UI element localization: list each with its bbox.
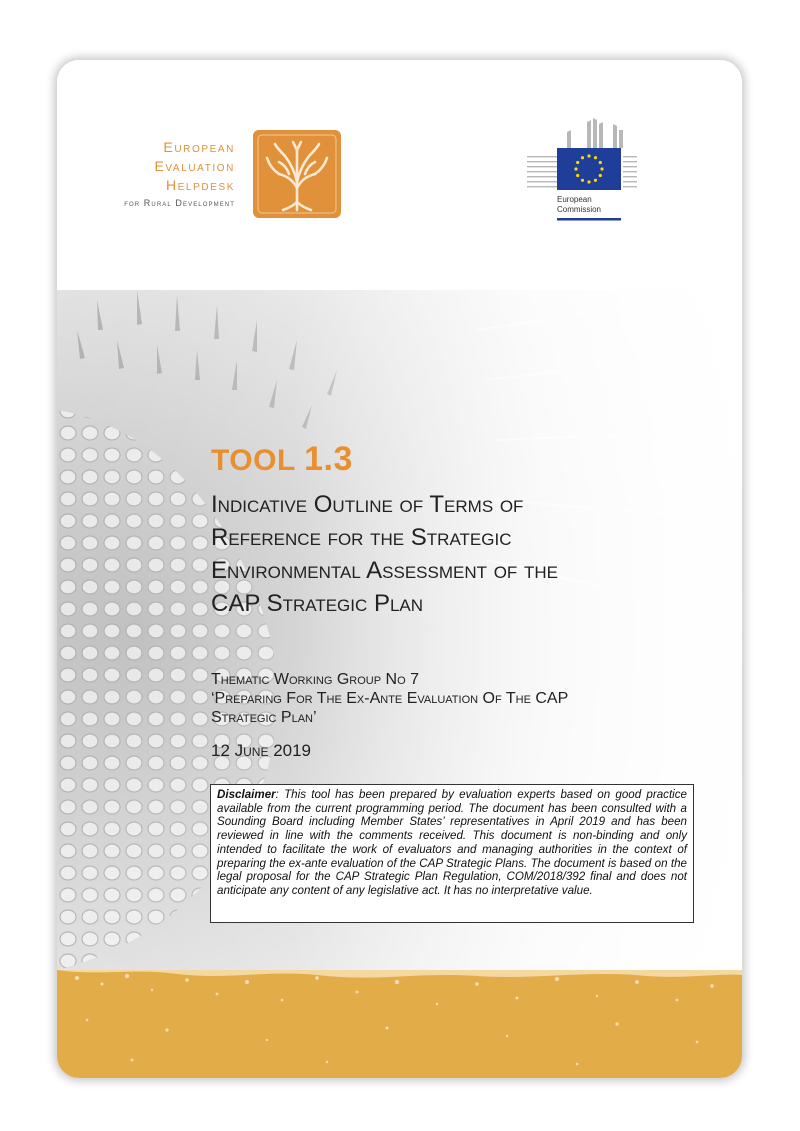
ec-line-2: Commission: [557, 205, 602, 214]
tool-prefix: TOOL: [211, 444, 296, 477]
publication-date: 12 June 2019: [211, 741, 312, 760]
cover-content: [57, 60, 742, 1078]
working-group-line-3: Strategic Plan’: [211, 709, 317, 726]
tool-number: 1.3: [304, 440, 353, 478]
working-group: [211, 670, 691, 727]
ec-line-1: European: [557, 195, 592, 204]
cover-page: [57, 60, 742, 1078]
disclaimer-text: : This tool has been prepared by evaluation experts based on good practice available from the current programming period. The document has been consulted with a Sounding Board including Member States’ representatives in April 2019 and has been reviewed in line with the comments received. This document is non-binding and only intended to facilitate the work of evaluators and managing authorities in the context of preparing the ex-ante evaluation of the CAP Strategic Plans. The document is based on the legal proposal for the CAP Strategic Plan Regulation, COM/2018/392 final and does not anticipate any content of any legislative act. It has no interpretative value.: [217, 788, 687, 897]
document-title: [211, 488, 711, 620]
disclaimer-box: [210, 784, 694, 923]
working-group-line-2: ‘Preparing For The Ex-Ante Evaluation Of The CAP: [211, 690, 569, 707]
working-group-line-1: Thematic Working Group No 7: [211, 671, 419, 688]
eeh-line-2: Evaluation: [154, 158, 235, 174]
title-line-1: Indicative Outline of Terms of: [211, 491, 524, 518]
eeh-line-1: European: [163, 139, 235, 155]
title-line-4: CAP Strategic Plan: [211, 590, 424, 617]
eeh-subline: for Rural Development: [124, 198, 235, 208]
title-line-2: Reference for the Strategic: [211, 524, 512, 551]
disclaimer-label: Disclaimer: [217, 788, 276, 801]
tool-heading: [211, 440, 353, 479]
eeh-line-3: Helpdesk: [165, 177, 235, 193]
title-line-3: Environmental Assessment of the: [211, 557, 558, 584]
